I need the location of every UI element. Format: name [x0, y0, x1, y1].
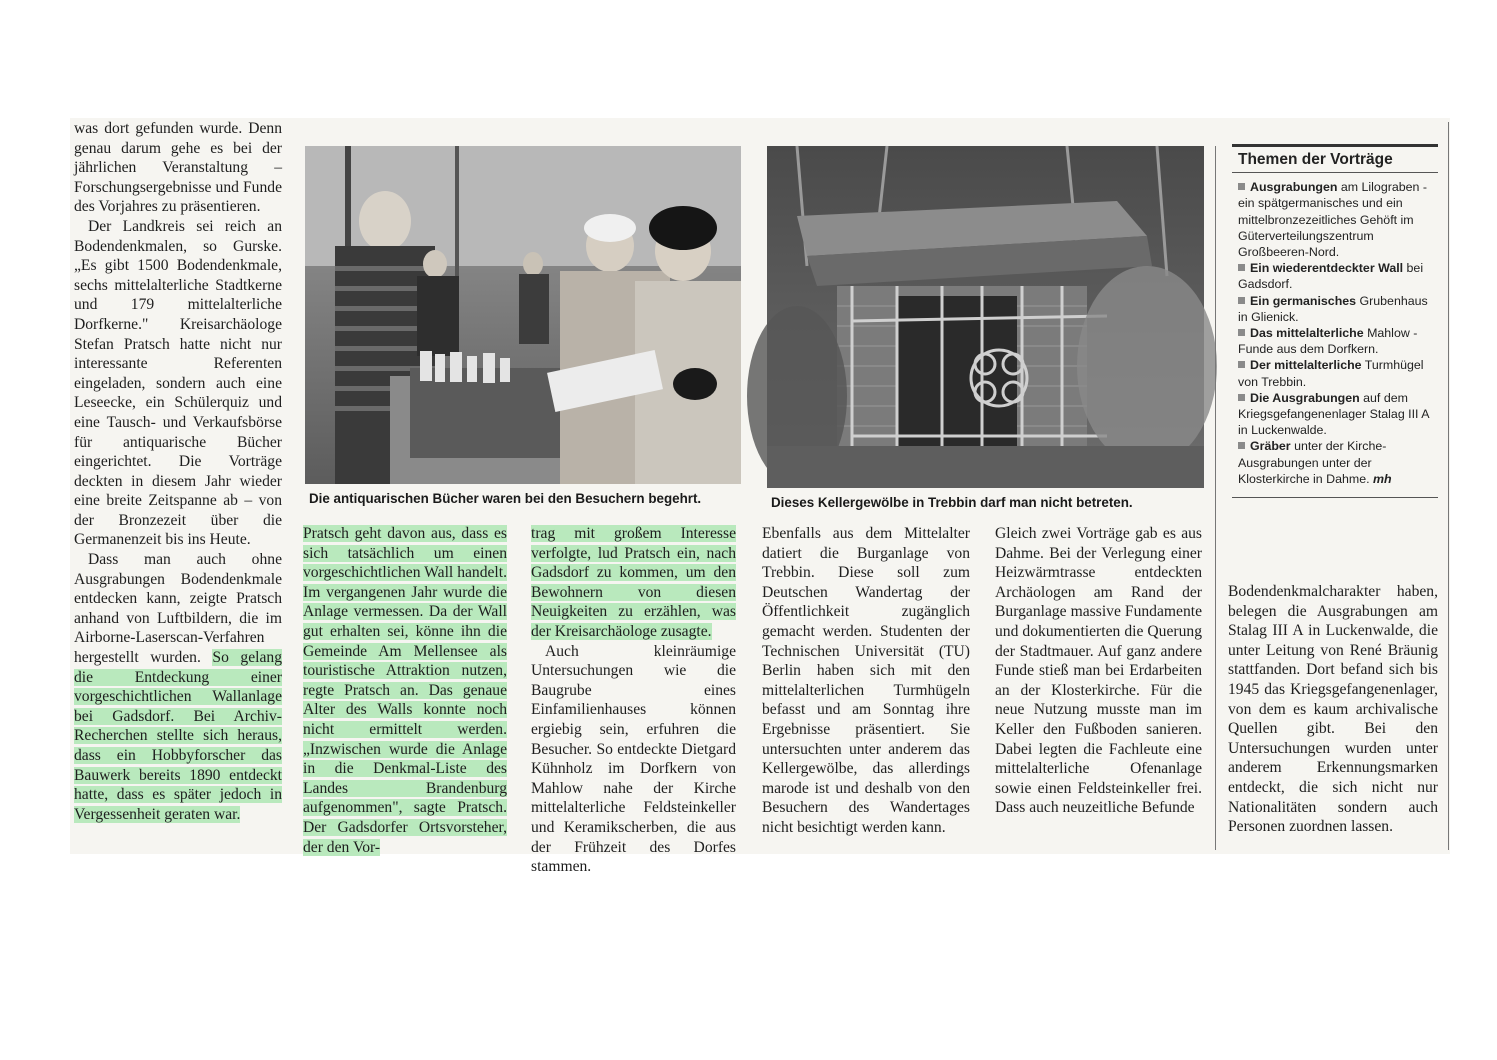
- paragraph: was dort gefunden wurde. Denn genau darum gehe es bei der jährlichen Veranstaltung – Forschungsergebnisse und Funde des Vorjahres zu präsentieren.: [74, 120, 282, 216]
- topic-bold: Die Ausgrabungen: [1250, 390, 1360, 405]
- article-column-3: [531, 524, 736, 876]
- sidebar-box: [1232, 144, 1438, 498]
- sidebar-topic-item: [1238, 357, 1438, 389]
- sidebar-topic-item: [1238, 390, 1438, 439]
- bullet-square-icon: [1238, 394, 1245, 401]
- photo-cellar-vault: [767, 146, 1204, 488]
- paragraph: Gleich zwei Vorträge gab es aus Dahme. Bei der Verlegung einer Heizwärmtrasse entdeckten Archäologen am Rand der Burganlage massive Fundamente und dokumentierten die Querung der Stadtmauer. Auf ganz andere Funde stieß man bei Erdarbeiten an der Klosterkirche. Für die neue Nutzung musste man im Keller den Fußboden sanieren. Dabei legten die Fachleute eine mittelalterliche Ofenanlage sowie einen Feldsteinkeller frei. Dass auch neuzeitliche Befunde: [995, 525, 1202, 817]
- sidebar-topic-item: [1238, 438, 1438, 487]
- photo-image: [305, 146, 741, 484]
- paragraph: Auch kleinräumige Untersuchungen wie die Baugrube eines Einfamilienhauses können ergiebig sein, erfuhren die Besucher. So entdeckte Dietgard Kühnholz im Dorfkern von Mahlow nahe der Kirche mittelalterliche Feldsteinkeller und Keramikscherben, die aus der Frühzeit des Dorfes stammen.: [531, 642, 736, 876]
- highlighted-text: trag mit großem Interesse verfolgte, lud Pratsch ein, nach Gadsdorf zu kommen, um den Bewohnern von diesen Neuigkeiten zu erzählen, was der Kreisarchäologe zusagte.: [531, 525, 736, 640]
- author-initials: mh: [1372, 471, 1392, 486]
- topic-bold: Der mittelalterliche: [1250, 358, 1362, 373]
- topic-text: Mahlow - Funde aus dem Dorfkern.: [1238, 326, 1418, 357]
- topic-bold: Das mittelalterliche: [1250, 326, 1364, 341]
- sidebar-topic-item: [1238, 293, 1438, 325]
- sidebar-topic-item: [1238, 325, 1438, 357]
- paragraph: Bodendenkmalcharakter haben, belegen die Ausgrabungen am Stalag III A in Luckenwalde, die unter Leitung von René Bräunig stattfanden. Dort befand sich bis 1945 das Kriegsgefangenenlager, von dem es kaum archivalische Quellen gibt. Bei den Untersuchungen wurden unter anderem Erkennungsmarken entdeckt, die sich nicht nur Nationalitäten sondern auch Personen zuordnen lassen.: [1228, 583, 1438, 836]
- sidebar-title: Themen der Vorträge: [1238, 151, 1393, 168]
- topic-bold: Ein wiederentdeckter Wall: [1250, 261, 1404, 276]
- article-column-1: [74, 119, 282, 839]
- highlighted-text: Pratsch geht davon aus, dass es sich tatsächlich um einen vorgeschichtlichen Wall handelt. Im vergangenen Jahr wurde die Anlage vermessen. Da der Wall gut erhalten sei, könne ihn die Gemeinde Am Mellensee als touristische Attraktion nutzen, regte Pratsch an. Das genaue Alter des Walls konnte noch nicht ermittelt werden. „Inzwischen wurde die Anlage in die Denkmal-Liste des Landes Brandenburg aufgenommen", sagte Pratsch. Der Gadsdorfer Ortsvorsteher, der den Vor-: [303, 525, 507, 856]
- article-column-4: [762, 524, 970, 844]
- sidebar-top-rule: [1232, 144, 1438, 147]
- column-divider: [1215, 146, 1216, 850]
- bullet-square-icon: [1238, 329, 1245, 336]
- photo-antiquarian-books: [305, 146, 741, 484]
- paragraph: [303, 524, 507, 857]
- topic-text: auf dem Kriegsgefangenenlager Stalag III A in Luckenwalde.: [1238, 390, 1429, 438]
- article-column-5: [995, 524, 1202, 844]
- topic-text: Turmhügel von Trebbin.: [1238, 358, 1424, 389]
- topic-bold: Ausgrabungen: [1250, 180, 1338, 195]
- paragraph-text: Dass man auch ohne Ausgrabungen Bodendenkmale entdecken kann, zeigte Pratsch anhand von Luftbildern, die im Airborne-Laserscan-Verfahren hergestellt wurden.: [74, 551, 282, 667]
- topic-text: unter der Kirche-Ausgrabungen unter der Klosterkirche in Dahme.: [1238, 439, 1387, 486]
- photo-image: [767, 146, 1204, 488]
- sidebar-divider: [1232, 172, 1438, 173]
- sidebar-topic-item: [1238, 260, 1438, 292]
- sidebar-bottom-rule: [1232, 497, 1438, 498]
- bullet-square-icon: [1238, 297, 1245, 304]
- topic-text: am Lilograben - ein spätgermanisches und ein mittelbronzezeitliches Gehöft im Güterverteilungszentrum Großbeeren-Nord.: [1238, 180, 1427, 260]
- paragraph: Ebenfalls aus dem Mittelalter datiert die Burganlage von Trebbin. Diese soll zum Deutschen Wandertag der Öffentlichkeit zugänglich gemacht werden. Studenten der Technischen Universität (TU) Berlin haben sich mit den mittelalterlichen Turmhügeln befasst und am Sonntag ihre Ergebnisse präsentiert. Sie untersuchten unter anderem das Kellergewölbe, das allerdings marode ist und deshalb von den Besuchern des Wandertages nicht besichtigt werden kann.: [762, 525, 970, 836]
- bullet-square-icon: [1238, 361, 1245, 368]
- column-divider: [1448, 122, 1449, 850]
- paragraph: Der Landkreis sei reich an Bodendenkmalen, so Gurske. „Es gibt 1500 Bodendenkmale, sechs mittelalterliche Stadtkerne und 179 mittelalterliche Dorfkerne." Kreisarchäologe Stefan Pratsch hatte nicht nur interessante Referenten eingeladen, sondern auch eine Leseecke, ein Schülerquiz und eine Tausch- und Verkaufsbörse für antiquarische Bücher eingerichtet. Die Vorträge deckten in diesem Jahr wieder eine breite Zeitspanne ab – von der Bronzezeit über die Germanenzeit bis ins Heute.: [74, 217, 282, 549]
- photo-caption: Die antiquarischen Bücher waren bei den Besuchern begehrt.: [309, 491, 702, 506]
- topic-text: bei Gadsdorf.: [1238, 261, 1424, 292]
- topic-bold: Gräber: [1250, 439, 1291, 454]
- sidebar-topic-item: [1238, 179, 1438, 260]
- paragraph: [531, 524, 736, 642]
- topic-bold: Ein germanisches: [1250, 293, 1357, 308]
- bullet-square-icon: [1238, 264, 1245, 271]
- sidebar-topic-list: [1232, 179, 1438, 487]
- paragraph: [74, 550, 282, 824]
- highlighted-text: So gelang die Entdeckung einer vorgeschichtlichen Wallanlage bei Gadsdorf. Bei Archiv-Recherchen stellte sich heraus, dass ein Hobbyforscher das Bauwerk bereits 1890 entdeckt hatte, dass es später jedoch in Vergessenheit geraten war.: [74, 649, 282, 823]
- photo-caption: Dieses Kellergewölbe in Trebbin darf man nicht betreten.: [771, 495, 1133, 510]
- bullet-square-icon: [1238, 442, 1245, 449]
- article-column-2: [303, 524, 507, 856]
- article-column-6: [1228, 582, 1438, 844]
- bullet-square-icon: [1238, 183, 1245, 190]
- topic-text: Grubenhaus in Glienick.: [1238, 293, 1428, 324]
